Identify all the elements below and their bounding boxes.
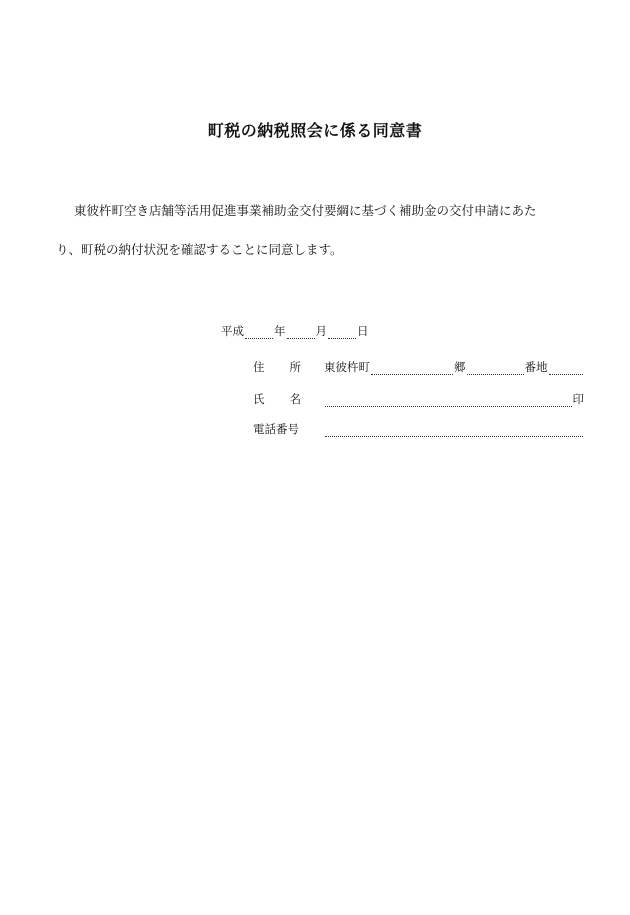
address-row [253,359,584,375]
document-title: 町税の納税照会に係る同意書 [207,121,423,140]
address-extra-field[interactable] [549,364,584,375]
address-lot-field[interactable] [467,364,524,375]
address-lot-unit: 番地 [524,360,548,374]
phone-value [324,426,584,437]
phone-row [253,421,584,437]
name-label-char-2: 名 [289,392,301,406]
name-label-char-1: 氏 [253,392,265,406]
day-unit: 日 [357,324,369,338]
year-unit: 年 [274,324,286,338]
name-value [324,391,584,407]
year-field[interactable] [245,328,273,339]
phone-label: 電話番号 [253,422,299,436]
name-row [253,391,584,407]
day-field[interactable] [328,328,356,339]
consent-paragraph-line-1: 東彼杵町空き店舗等活用促進事業補助金交付要綱に基づく補助金の交付申請にあた [74,203,537,218]
date-row [221,323,369,339]
address-district-unit: 郷 [454,360,466,374]
address-town: 東彼杵町 [324,360,370,374]
address-label [253,359,301,375]
consent-paragraph-line-2: り、町税の納付状況を確認することに同意します。 [56,242,343,257]
month-field[interactable] [287,328,315,339]
address-district-field[interactable] [371,364,453,375]
name-label [253,391,301,407]
address-label-char-2: 所 [289,360,301,374]
phone-field[interactable] [325,426,583,437]
month-unit: 月 [315,324,327,338]
seal-mark: 印 [572,392,584,406]
era-label: 平成 [221,324,244,338]
address-label-char-1: 住 [253,360,265,374]
address-value [324,359,584,375]
name-field[interactable] [325,396,572,407]
